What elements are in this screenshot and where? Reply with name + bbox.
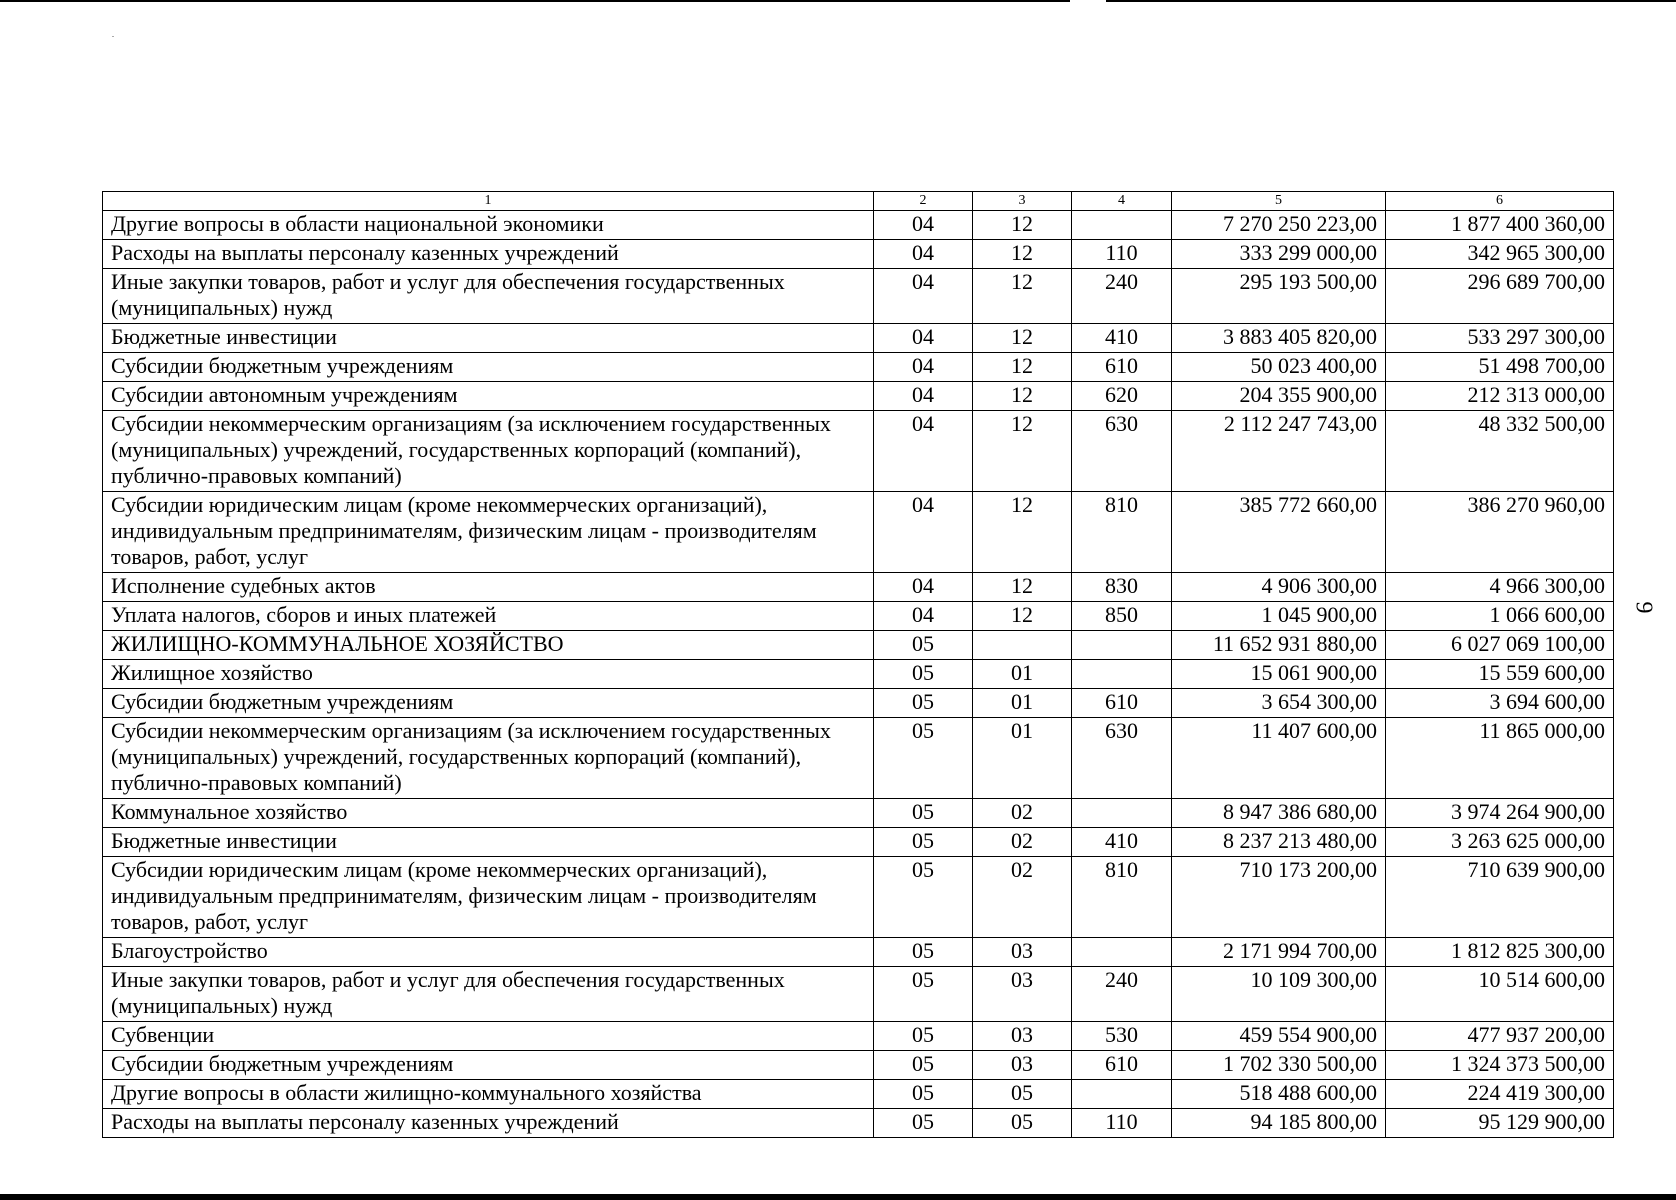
expense-type-code-cell: 830 [1072, 573, 1172, 602]
section-code-cell: 05 [874, 1109, 973, 1138]
subsection-code-cell: 12 [973, 382, 1072, 411]
table-header-row [103, 192, 1614, 211]
table-row [103, 1109, 1614, 1138]
scan-speck [112, 36, 114, 37]
table-row [103, 573, 1614, 602]
table-row [103, 660, 1614, 689]
item-name-cell: Коммунальное хозяйство [103, 799, 874, 828]
amount-col6-cell: 1 324 373 500,00 [1386, 1051, 1614, 1080]
subsection-code-cell: 03 [973, 938, 1072, 967]
subsection-code-cell: 12 [973, 411, 1072, 492]
amount-col6-cell: 95 129 900,00 [1386, 1109, 1614, 1138]
expense-type-code-cell: 410 [1072, 324, 1172, 353]
expense-type-code-cell [1072, 660, 1172, 689]
amount-col5-cell: 50 023 400,00 [1172, 353, 1386, 382]
expense-type-code-cell [1072, 1080, 1172, 1109]
amount-col5-cell: 4 906 300,00 [1172, 573, 1386, 602]
page-bottom-edge [0, 1194, 1676, 1200]
section-code-cell: 05 [874, 1080, 973, 1109]
subsection-code-cell: 01 [973, 718, 1072, 799]
item-name-cell: Уплата налогов, сборов и иных платежей [103, 602, 874, 631]
table-row [103, 967, 1614, 1022]
subsection-code-cell: 05 [973, 1109, 1072, 1138]
section-code-cell: 05 [874, 799, 973, 828]
amount-col5-cell: 7 270 250 223,00 [1172, 211, 1386, 240]
amount-col5-cell: 94 185 800,00 [1172, 1109, 1386, 1138]
amount-col6-cell: 11 865 000,00 [1386, 718, 1614, 799]
subsection-code-cell: 12 [973, 269, 1072, 324]
table-row [103, 324, 1614, 353]
subsection-code-cell: 12 [973, 240, 1072, 269]
subsection-code-cell: 12 [973, 602, 1072, 631]
amount-col6-cell: 4 966 300,00 [1386, 573, 1614, 602]
section-code-cell: 04 [874, 211, 973, 240]
section-code-cell: 04 [874, 411, 973, 492]
amount-col5-cell: 3 883 405 820,00 [1172, 324, 1386, 353]
section-code-cell: 04 [874, 602, 973, 631]
amount-col6-cell: 1 812 825 300,00 [1386, 938, 1614, 967]
amount-col6-cell: 477 937 200,00 [1386, 1022, 1614, 1051]
amount-col6-cell: 15 559 600,00 [1386, 660, 1614, 689]
item-name-cell: Субсидии бюджетным учреждениям [103, 1051, 874, 1080]
section-code-cell: 04 [874, 573, 973, 602]
item-name-cell: ЖИЛИЩНО-КОММУНАЛЬНОЕ ХОЗЯЙСТВО [103, 631, 874, 660]
expense-type-code-cell [1072, 631, 1172, 660]
table-row [103, 857, 1614, 938]
budget-table-body [103, 192, 1614, 1138]
amount-col6-cell: 710 639 900,00 [1386, 857, 1614, 938]
amount-col5-cell: 333 299 000,00 [1172, 240, 1386, 269]
table-row [103, 631, 1614, 660]
section-code-cell: 04 [874, 324, 973, 353]
item-name-cell: Субсидии некоммерческим организациям (за исключением государственных (муниципальных) учреждений, государственных корпораций (компаний), публично-правовых компаний) [103, 718, 874, 799]
amount-col6-cell: 212 313 000,00 [1386, 382, 1614, 411]
table-row [103, 1080, 1614, 1109]
section-code-cell: 05 [874, 660, 973, 689]
expense-type-code-cell [1072, 799, 1172, 828]
subsection-code-cell: 12 [973, 353, 1072, 382]
section-code-cell: 05 [874, 1051, 973, 1080]
amount-col5-cell: 710 173 200,00 [1172, 857, 1386, 938]
header-cell-col6: 6 [1386, 192, 1614, 211]
amount-col5-cell: 8 947 386 680,00 [1172, 799, 1386, 828]
item-name-cell: Субсидии юридическим лицам (кроме некоммерческих организаций), индивидуальным предпринимателям, физическим лицам - производителям товаров, работ, услуг [103, 857, 874, 938]
subsection-code-cell: 12 [973, 324, 1072, 353]
table-row [103, 382, 1614, 411]
section-code-cell: 05 [874, 1022, 973, 1051]
table-row [103, 269, 1614, 324]
item-name-cell: Исполнение судебных актов [103, 573, 874, 602]
amount-col5-cell: 2 112 247 743,00 [1172, 411, 1386, 492]
amount-col5-cell: 385 772 660,00 [1172, 492, 1386, 573]
amount-col6-cell: 6 027 069 100,00 [1386, 631, 1614, 660]
amount-col6-cell: 48 332 500,00 [1386, 411, 1614, 492]
subsection-code-cell: 02 [973, 857, 1072, 938]
section-code-cell: 04 [874, 353, 973, 382]
amount-col5-cell: 3 654 300,00 [1172, 689, 1386, 718]
expense-type-code-cell: 240 [1072, 967, 1172, 1022]
item-name-cell: Субсидии некоммерческим организациям (за исключением государственных (муниципальных) учреждений, государственных корпораций (компаний), публично-правовых компаний) [103, 411, 874, 492]
expense-type-code-cell: 410 [1072, 828, 1172, 857]
table-row [103, 938, 1614, 967]
item-name-cell: Субсидии юридическим лицам (кроме некоммерческих организаций), индивидуальным предпринимателям, физическим лицам - производителям товаров, работ, услуг [103, 492, 874, 573]
item-name-cell: Бюджетные инвестиции [103, 324, 874, 353]
amount-col6-cell: 1 066 600,00 [1386, 602, 1614, 631]
amount-col5-cell: 11 652 931 880,00 [1172, 631, 1386, 660]
section-code-cell: 05 [874, 689, 973, 718]
table-row [103, 492, 1614, 573]
section-code-cell: 05 [874, 857, 973, 938]
table-row [103, 799, 1614, 828]
expense-type-code-cell: 630 [1072, 718, 1172, 799]
expense-type-code-cell: 110 [1072, 1109, 1172, 1138]
table-row [103, 353, 1614, 382]
subsection-code-cell: 12 [973, 492, 1072, 573]
budget-table [102, 191, 1614, 1138]
table-row [103, 240, 1614, 269]
amount-col5-cell: 8 237 213 480,00 [1172, 828, 1386, 857]
amount-col5-cell: 1 045 900,00 [1172, 602, 1386, 631]
section-code-cell: 04 [874, 240, 973, 269]
expense-type-code-cell: 530 [1072, 1022, 1172, 1051]
expense-type-code-cell: 610 [1072, 689, 1172, 718]
table-row [103, 1051, 1614, 1080]
amount-col5-cell: 10 109 300,00 [1172, 967, 1386, 1022]
amount-col6-cell: 3 694 600,00 [1386, 689, 1614, 718]
item-name-cell: Другие вопросы в области жилищно-коммунального хозяйства [103, 1080, 874, 1109]
table-row [103, 211, 1614, 240]
amount-col6-cell: 3 974 264 900,00 [1386, 799, 1614, 828]
header-cell-col5: 5 [1172, 192, 1386, 211]
subsection-code-cell: 03 [973, 1051, 1072, 1080]
item-name-cell: Субсидии бюджетным учреждениям [103, 689, 874, 718]
header-cell-col2: 2 [874, 192, 973, 211]
expense-type-code-cell: 850 [1072, 602, 1172, 631]
section-code-cell: 04 [874, 492, 973, 573]
subsection-code-cell: 02 [973, 828, 1072, 857]
amount-col6-cell: 296 689 700,00 [1386, 269, 1614, 324]
item-name-cell: Расходы на выплаты персоналу казенных учреждений [103, 240, 874, 269]
amount-col6-cell: 342 965 300,00 [1386, 240, 1614, 269]
subsection-code-cell: 02 [973, 799, 1072, 828]
section-code-cell: 05 [874, 718, 973, 799]
subsection-code-cell: 12 [973, 573, 1072, 602]
amount-col5-cell: 204 355 900,00 [1172, 382, 1386, 411]
amount-col5-cell: 459 554 900,00 [1172, 1022, 1386, 1051]
amount-col5-cell: 1 702 330 500,00 [1172, 1051, 1386, 1080]
item-name-cell: Субсидии автономным учреждениям [103, 382, 874, 411]
header-cell-col3: 3 [973, 192, 1072, 211]
item-name-cell: Иные закупки товаров, работ и услуг для обеспечения государственных (муниципальных) нужд [103, 269, 874, 324]
subsection-code-cell: 05 [973, 1080, 1072, 1109]
amount-col5-cell: 2 171 994 700,00 [1172, 938, 1386, 967]
item-name-cell: Бюджетные инвестиции [103, 828, 874, 857]
table-row [103, 1022, 1614, 1051]
amount-col6-cell: 386 270 960,00 [1386, 492, 1614, 573]
expense-type-code-cell: 610 [1072, 353, 1172, 382]
item-name-cell: Благоустройство [103, 938, 874, 967]
table-row [103, 828, 1614, 857]
expense-type-code-cell: 240 [1072, 269, 1172, 324]
amount-col6-cell: 51 498 700,00 [1386, 353, 1614, 382]
expense-type-code-cell: 110 [1072, 240, 1172, 269]
expense-type-code-cell: 610 [1072, 1051, 1172, 1080]
amount-col6-cell: 533 297 300,00 [1386, 324, 1614, 353]
subsection-code-cell: 03 [973, 967, 1072, 1022]
section-code-cell: 05 [874, 828, 973, 857]
amount-col5-cell: 295 193 500,00 [1172, 269, 1386, 324]
item-name-cell: Другие вопросы в области национальной экономики [103, 211, 874, 240]
page-number: 9 [1630, 601, 1657, 614]
section-code-cell: 05 [874, 631, 973, 660]
expense-type-code-cell [1072, 211, 1172, 240]
amount-col5-cell: 15 061 900,00 [1172, 660, 1386, 689]
amount-col5-cell: 11 407 600,00 [1172, 718, 1386, 799]
item-name-cell: Субвенции [103, 1022, 874, 1051]
expense-type-code-cell: 630 [1072, 411, 1172, 492]
table-row [103, 411, 1614, 492]
expense-type-code-cell: 620 [1072, 382, 1172, 411]
table-row [103, 718, 1614, 799]
subsection-code-cell: 01 [973, 660, 1072, 689]
item-name-cell: Субсидии бюджетным учреждениям [103, 353, 874, 382]
amount-col6-cell: 3 263 625 000,00 [1386, 828, 1614, 857]
section-code-cell: 05 [874, 938, 973, 967]
subsection-code-cell: 03 [973, 1022, 1072, 1051]
header-cell-col4: 4 [1072, 192, 1172, 211]
subsection-code-cell [973, 631, 1072, 660]
item-name-cell: Расходы на выплаты персоналу казенных учреждений [103, 1109, 874, 1138]
amount-col6-cell: 1 877 400 360,00 [1386, 211, 1614, 240]
page-top-edge [0, 0, 1676, 2]
table-row [103, 689, 1614, 718]
expense-type-code-cell: 810 [1072, 492, 1172, 573]
item-name-cell: Иные закупки товаров, работ и услуг для обеспечения государственных (муниципальных) нужд [103, 967, 874, 1022]
subsection-code-cell: 01 [973, 689, 1072, 718]
expense-type-code-cell: 810 [1072, 857, 1172, 938]
page-top-edge-gap [1070, 0, 1106, 2]
subsection-code-cell: 12 [973, 211, 1072, 240]
section-code-cell: 04 [874, 382, 973, 411]
expense-type-code-cell [1072, 938, 1172, 967]
amount-col6-cell: 224 419 300,00 [1386, 1080, 1614, 1109]
section-code-cell: 04 [874, 269, 973, 324]
amount-col6-cell: 10 514 600,00 [1386, 967, 1614, 1022]
section-code-cell: 05 [874, 967, 973, 1022]
header-cell-col1: 1 [103, 192, 874, 211]
amount-col5-cell: 518 488 600,00 [1172, 1080, 1386, 1109]
item-name-cell: Жилищное хозяйство [103, 660, 874, 689]
table-row [103, 602, 1614, 631]
